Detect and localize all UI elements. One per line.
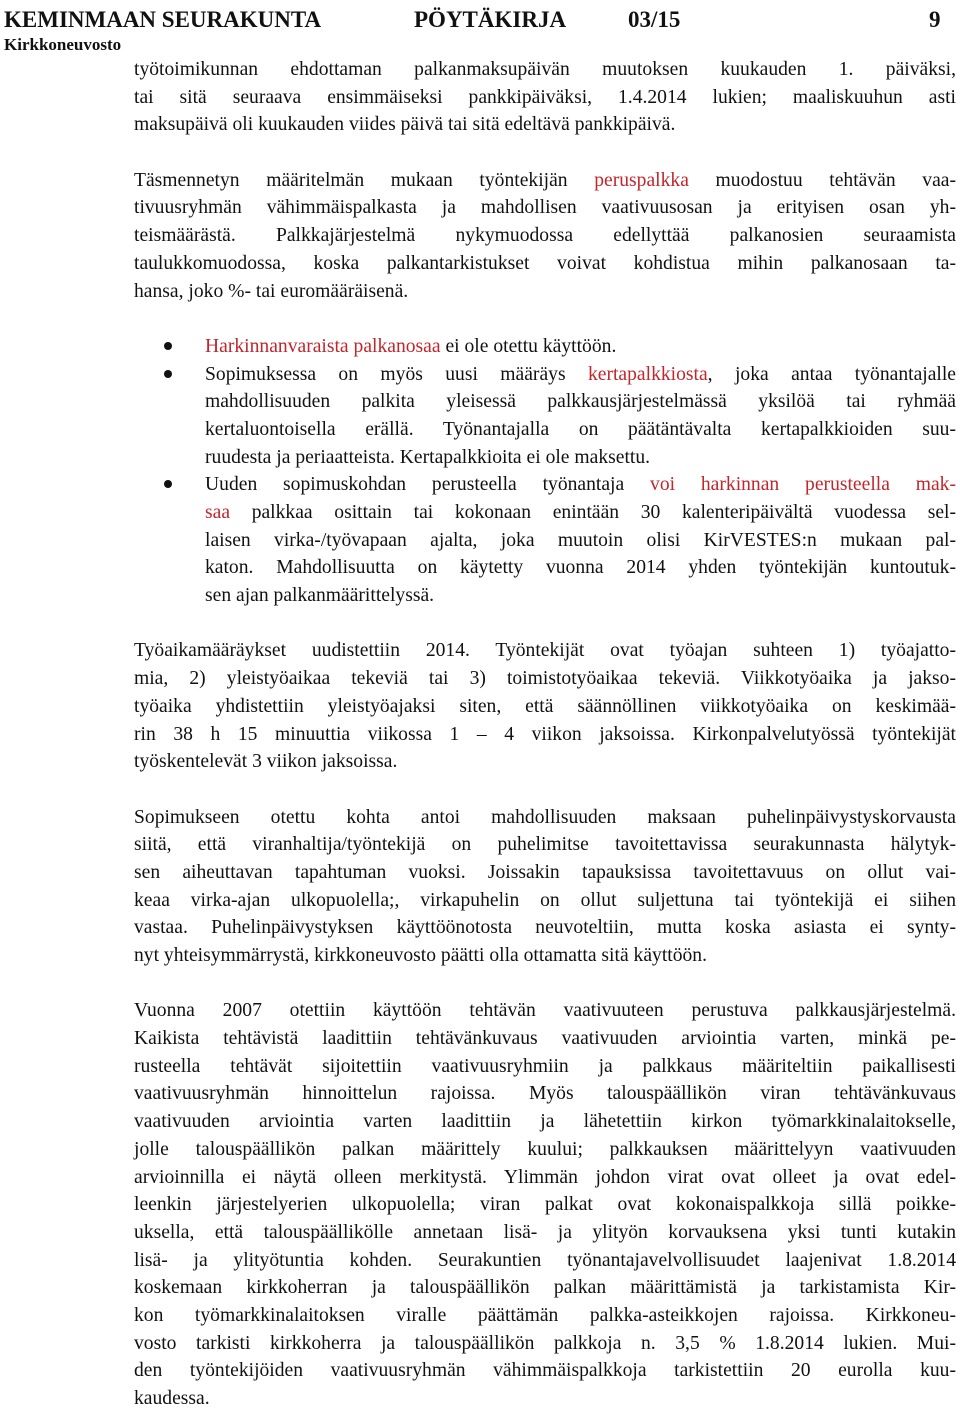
text-line: sen ajan palkanmäärittelyssä.: [205, 585, 435, 607]
page-number: 9: [929, 7, 941, 32]
text-line: työtoimikunnan ehdottaman palkanmaksupäivän muutoksen kuukauden 1. päiväksi,: [134, 59, 956, 80]
text-line: Työaikamääräykset uudistettiin 2014. Työntekijät ovat työajan suhteen 1) työajatto-: [134, 640, 956, 662]
text-line: lisä- ja ylityötuntia kohden. Seurakuntien työnantajavelvollisuudet laajenivat 1.8.2014: [134, 1249, 956, 1271]
body-name: Kirkkoneuvosto: [4, 35, 122, 54]
paragraph-base-salary: [134, 167, 956, 305]
list-item: [134, 361, 956, 472]
text-line: mahdollisuuden palkita yleisessä palkkausjärjestelmässä yksilöä tai ryhmää: [205, 391, 956, 413]
text-line: den työntekijöiden vaativuusryhmän vähimmäispalkkoja tarkistettiin 20 eurolla kuu-: [134, 1360, 956, 1382]
organization-name: KEMINMAAN SEURAKUNTA: [4, 7, 322, 32]
bullet-icon: [164, 342, 172, 350]
bullet-list: [134, 333, 956, 610]
text-line: [205, 333, 956, 361]
text-line: vaativuusryhmän hinnoittelun rajoissa. Myös talouspäällikön viran tehtävänkuvaus: [134, 1083, 956, 1105]
text-run: ei ole otettu käyttöön.: [440, 335, 617, 357]
text-run: Sopimuksessa on myös uusi määräys: [205, 363, 588, 385]
text-line: [205, 499, 956, 527]
text-line: työaika yhdistettiin yleistyöajaksi siten, että säännöllinen viikkotyöaika on keskimää-: [134, 695, 956, 717]
highlighted-term: Harkinnanvaraista palkanosaa: [205, 335, 441, 357]
text-line: nyt yhteisymmärrystä, kirkkoneuvosto päätti olla ottamatta sitä käyttöön.: [134, 945, 708, 966]
text-line: [205, 361, 956, 389]
text-line: vosto tarkisti kirkkoherra ja talouspäällikön palkkoja n. 3,5 % 1.8.2014 lukien. Mui-: [134, 1332, 956, 1354]
document-type: PÖYTÄKIRJA: [414, 7, 567, 32]
text-line: vaativuuden arviointia varten laadittiin ja lähetettiin kirkon työmarkkinalaitokselle,: [134, 1111, 956, 1133]
text-line: rin 38 h 15 minuuttia viikossa 1 – 4 viikon jaksoissa. Kirkonpalvelutyössä työntekijät: [134, 723, 956, 745]
text-line: rusteella tehtävät sijoitettiin vaativuusryhmiin ja palkkaus määriteltiin paikallisesti: [134, 1055, 956, 1077]
list-item: [134, 471, 956, 609]
text-line: arvioinnilla ei näytä olleen merkitystä. Ylimmän johdon virat ovat olleet ja ovat edel-: [134, 1166, 956, 1188]
text-line: [134, 167, 956, 195]
text-line: jolle talouspäällikön palkan määrittely kuului; palkkauksen määrittelyyn vaativuuden: [134, 1138, 956, 1160]
text-line: työskentelevät 3 viikon jaksoissa.: [134, 751, 398, 773]
text-line: katon. Mahdollisuutta on käytetty vuonna 2014 yhden työntekijän kuntoutuk-: [205, 557, 956, 579]
document-body: [134, 56, 956, 1413]
text-line: keaa virka-ajan ulkopuolella;, virkapuhelin on ollut suljettuna tai työntekijä ei siihen: [134, 889, 956, 911]
text-run: Uuden sopimuskohdan perusteella työnantaja: [205, 474, 651, 496]
text-line: leenkin järjestelyerien ulkopuolella; viran palkat ovat kokonaispalkkoja sillä poikke-: [134, 1194, 956, 1216]
text-line: vastaa. Puhelinpäivystyksen käyttöönotosta neuvoteltiin, mutta koska asiasta ei synty-: [134, 917, 956, 939]
paragraph-phone-duty: [134, 804, 956, 970]
text-line: Sopimukseen otettu kohta antoi mahdollisuuden maksaan puhelinpäivystyskorvausta: [134, 806, 956, 828]
text-line: siitä, että viranhaltija/työntekijä on puhelimitse tavoitettavissa seurakunnasta hälytyk-: [134, 834, 956, 856]
text-line: uksella, että talouspäällikölle annetaan lisä- ja ylityön korvauksena yksi tunti kutakin: [134, 1221, 956, 1243]
highlighted-term: saa: [205, 502, 231, 523]
text-run: Täsmennetyn määritelmän mukaan työntekijän: [134, 169, 595, 191]
text-line: sen aiheuttavan tapahtuman vuoksi. Joissakin tapauksissa tavoitettavuus on ollut vai-: [134, 861, 956, 883]
paragraph-paydate: [134, 56, 956, 139]
bullet-icon: [164, 480, 172, 488]
document-number: 03/15: [628, 7, 681, 32]
paragraph-working-time: [134, 637, 956, 775]
text-line: teismäärästä. Palkkajärjestelmä nykymuodossa edellyttää palkanosien seuraamista: [134, 225, 956, 247]
text-line: kertaluontoisella erällä. Työnantajalla on päätäntävalta kertapalkkioiden suu-: [205, 418, 956, 440]
text-line: hansa, joko %- tai euromääräisenä.: [134, 280, 409, 302]
text-line: laisen virka-/työvapaan ajalta, joka muutoin olisi KirVESTES:n mukaan pal-: [205, 529, 956, 551]
highlighted-term: voi harkinnan perusteella mak-: [650, 474, 956, 496]
text-line: kaudessa.: [134, 1388, 210, 1409]
paragraph-pay-system: [134, 997, 956, 1412]
bullet-icon: [164, 370, 172, 378]
text-line: Kaikista tehtävistä laadittiin tehtävänkuvaus vaativuuden arviointia varten, minkä pe-: [134, 1028, 956, 1050]
text-run: muodostuu tehtävän vaa-: [688, 169, 957, 191]
text-line: Vuonna 2007 otettiin käyttöön tehtävän vaativuuteen perustuva palkkausjärjestelmä.: [134, 1000, 956, 1022]
text-line: koskemaan kirkkoherran ja talouspäällikön palkan määrittämistä ja tarkistamista Kir-: [134, 1277, 956, 1299]
text-line: ruudesta ja periaatteista. Kertapalkkioita ei ole maksettu.: [205, 446, 651, 468]
text-line: [205, 471, 956, 499]
text-line: mia, 2) yleistyöaikaa tekeviä tai 3) toimistotyöaikaa tekeviä. Viikkotyöaika ja jakso-: [134, 668, 956, 690]
text-run: , joka antaa työnantajalle: [707, 363, 956, 385]
highlighted-term: peruspalkka: [594, 169, 689, 191]
text-run: palkkaa osittain tai kokonaan enintään 30 kalenteripäivältä vuodessa sel-: [230, 502, 956, 523]
highlighted-term: kertapalkkiosta: [587, 363, 708, 385]
text-line: maksupäivä oli kuukauden viides päivä tai sitä edeltävä pankkipäivä.: [134, 114, 676, 136]
text-line: kon työmarkkinalaitoksen viralle päättämän palkka-asteikkojen rajoissa. Kirkkoneu-: [134, 1304, 956, 1326]
document-header: [0, 4, 960, 56]
list-item: [134, 333, 956, 361]
text-line: tivuusryhmän vähimmäispalkasta ja mahdollisen vaativuusosan ja erityisen osan yh-: [134, 197, 956, 219]
text-line: taulukkomuodossa, koska palkantarkistukset voivat kohdistua mihin palkanosaan ta-: [134, 252, 956, 274]
text-line: tai sitä seuraava ensimmäiseksi pankkipäiväksi, 1.4.2014 lukien; maaliskuuhun asti: [134, 86, 956, 108]
